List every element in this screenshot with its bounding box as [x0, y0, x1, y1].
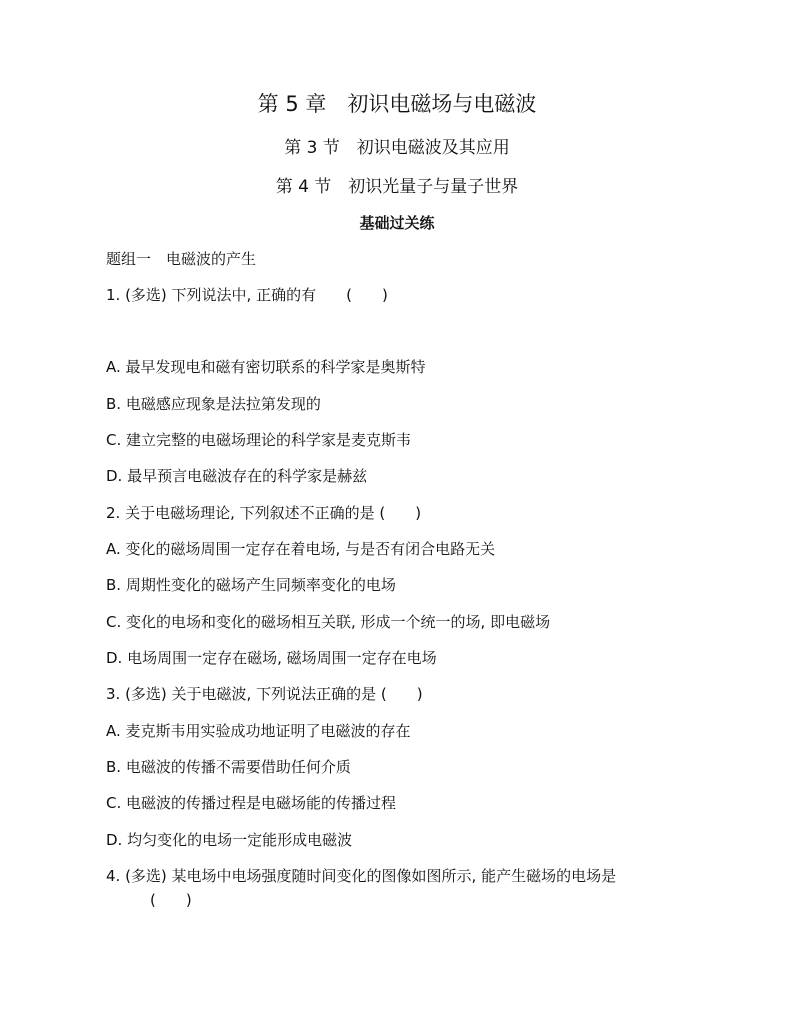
group-1-title: 题组一 电磁波的产生 [106, 250, 257, 268]
question-3-option-c: C. 电磁波的传播过程是电磁场能的传播过程 [106, 794, 397, 812]
question-2-option-d: D. 电场周围一定存在磁场, 磁场周围一定存在电场 [106, 649, 437, 667]
question-4-stem: 4. (多选) 某电场中电场强度随时间变化的图像如图所示, 能产生磁场的电场是 [106, 867, 617, 885]
section-4-title: 第 4 节 初识光量子与量子世界 [275, 177, 519, 197]
practice-heading: 基础过关练 [359, 214, 435, 232]
section-3-title: 第 3 节 初识电磁波及其应用 [284, 138, 510, 158]
question-2-stem: 2. 关于电磁场理论, 下列叙述不正确的是 ( ) [106, 504, 422, 522]
question-3-stem: 3. (多选) 关于电磁波, 下列说法正确的是 ( ) [106, 685, 423, 703]
question-1-option-b: B. 电磁感应现象是法拉第发现的 [106, 395, 321, 413]
question-2-option-c: C. 变化的电场和变化的磁场相互关联, 形成一个统一的场, 即电磁场 [106, 613, 551, 631]
question-3-option-a: A. 麦克斯韦用实验成功地证明了电磁波的存在 [106, 722, 411, 740]
question-3-option-b: B. 电磁波的传播不需要借助任何介质 [106, 758, 351, 776]
question-1-option-c: C. 建立完整的电磁场理论的科学家是麦克斯韦 [106, 431, 412, 449]
question-1-option-d: D. 最早预言电磁波存在的科学家是赫兹 [106, 467, 368, 485]
question-1-stem: 1. (多选) 下列说法中, 正确的有 ( ) [106, 286, 388, 304]
question-1-option-a: A. 最早发现电和磁有密切联系的科学家是奥斯特 [106, 358, 426, 376]
chapter-title: 第 5 章 初识电磁场与电磁波 [257, 92, 537, 116]
question-4-answer-blank: ( ) [150, 891, 192, 909]
question-2-option-a: A. 变化的磁场周围一定存在着电场, 与是否有闭合电路无关 [106, 540, 496, 558]
question-3-option-d: D. 均匀变化的电场一定能形成电磁波 [106, 831, 353, 849]
question-2-option-b: B. 周期性变化的磁场产生同频率变化的电场 [106, 576, 396, 594]
